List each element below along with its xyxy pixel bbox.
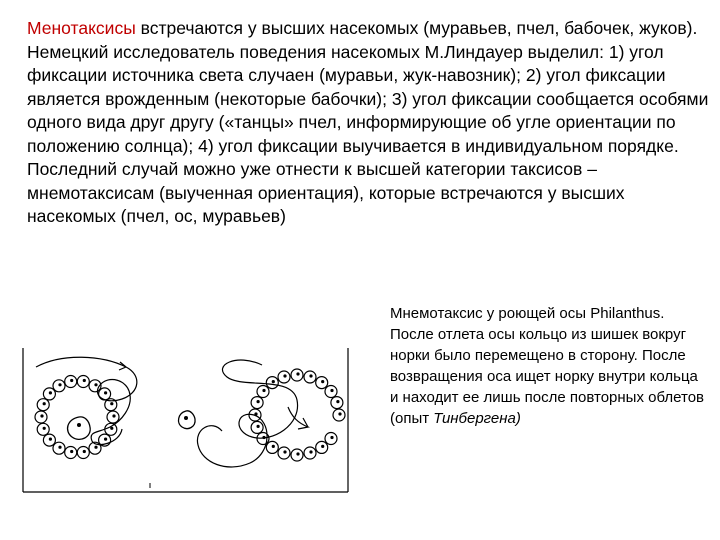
pine-cone-core [257, 425, 260, 428]
pine-cone-core [338, 412, 341, 415]
pine-cone-core [70, 450, 73, 453]
pine-cone-core [70, 379, 73, 382]
pine-cone-core [83, 379, 86, 382]
pine-cone-core [272, 445, 275, 448]
pine-cone-core [104, 438, 107, 441]
pine-cone-core [94, 446, 97, 449]
pine-cone-core [94, 383, 97, 386]
pine-cone-core [330, 436, 333, 439]
pine-cone-core [330, 389, 333, 392]
pine-cone-core [58, 383, 61, 386]
pine-cone-core [104, 391, 107, 394]
wasp-experiment-figure [22, 345, 352, 495]
pine-cone-core [83, 450, 86, 453]
caption-text: Мнемотаксис у роющей осы Philanthus. После отлета осы кольцо из шишек вокруг норки было перемещено в сторону. После возвращения оса ищет норку внутри кольца и находит ее лишь после повторных облетов (опыт [390, 305, 705, 427]
cone-ring-right [249, 369, 345, 461]
pine-cone-core [309, 374, 312, 377]
flight-path-left [36, 357, 137, 444]
pine-cone-core [296, 452, 299, 455]
hole-dot-left [77, 423, 81, 427]
pine-cone-core [40, 414, 43, 417]
pine-cone-core [272, 380, 275, 383]
pine-cone-core [49, 438, 52, 441]
caption-author: Тинбергена) [433, 410, 521, 427]
experiment-drawing [22, 345, 352, 495]
main-paragraph [27, 17, 717, 229]
pine-cone-core [283, 374, 286, 377]
pine-cone-core [257, 400, 260, 403]
pine-cone-core [296, 372, 299, 375]
pine-cone-core [58, 446, 61, 449]
pine-cone-core [309, 450, 312, 453]
pine-cone-core [43, 402, 46, 405]
pine-cone-core [262, 389, 265, 392]
paragraph-body: встречаются у высших насекомых (муравьев, пчел, бабочек, жуков). Немецкий исследователь поведения насекомых М.Линдауер выделил: 1) угол фиксации источника света случаен (муравьи, жук-навозник); 2) угол фиксации является врожденным (некоторые бабочки); 3) угол фиксации сообщается особями одного вида друг другу («танцы» пчел, информирующие об угле ориентации по положению солнца); 4) угол фиксации выучивается в индивидуальном порядке. Последний случай можно уже отнести к высшей категории таксисов – мнемотаксисам (выученная ориентация), которые встречаются у высших насекомых (пчел, ос, муравьев) [27, 18, 709, 226]
pine-cone-core [321, 445, 324, 448]
nest-hole-left [68, 417, 91, 440]
pine-cone-core [110, 402, 113, 405]
pine-cone-core [283, 450, 286, 453]
pine-cone-core [321, 380, 324, 383]
hole-dot-middle [184, 416, 188, 420]
arrow-right [288, 407, 308, 429]
pine-cone-core [49, 391, 52, 394]
pine-cone-core [43, 427, 46, 430]
term-highlight: Менотаксисы [27, 18, 136, 38]
pine-cone-core [336, 400, 339, 403]
figure-caption [390, 303, 705, 429]
pine-cone-core [112, 414, 115, 417]
